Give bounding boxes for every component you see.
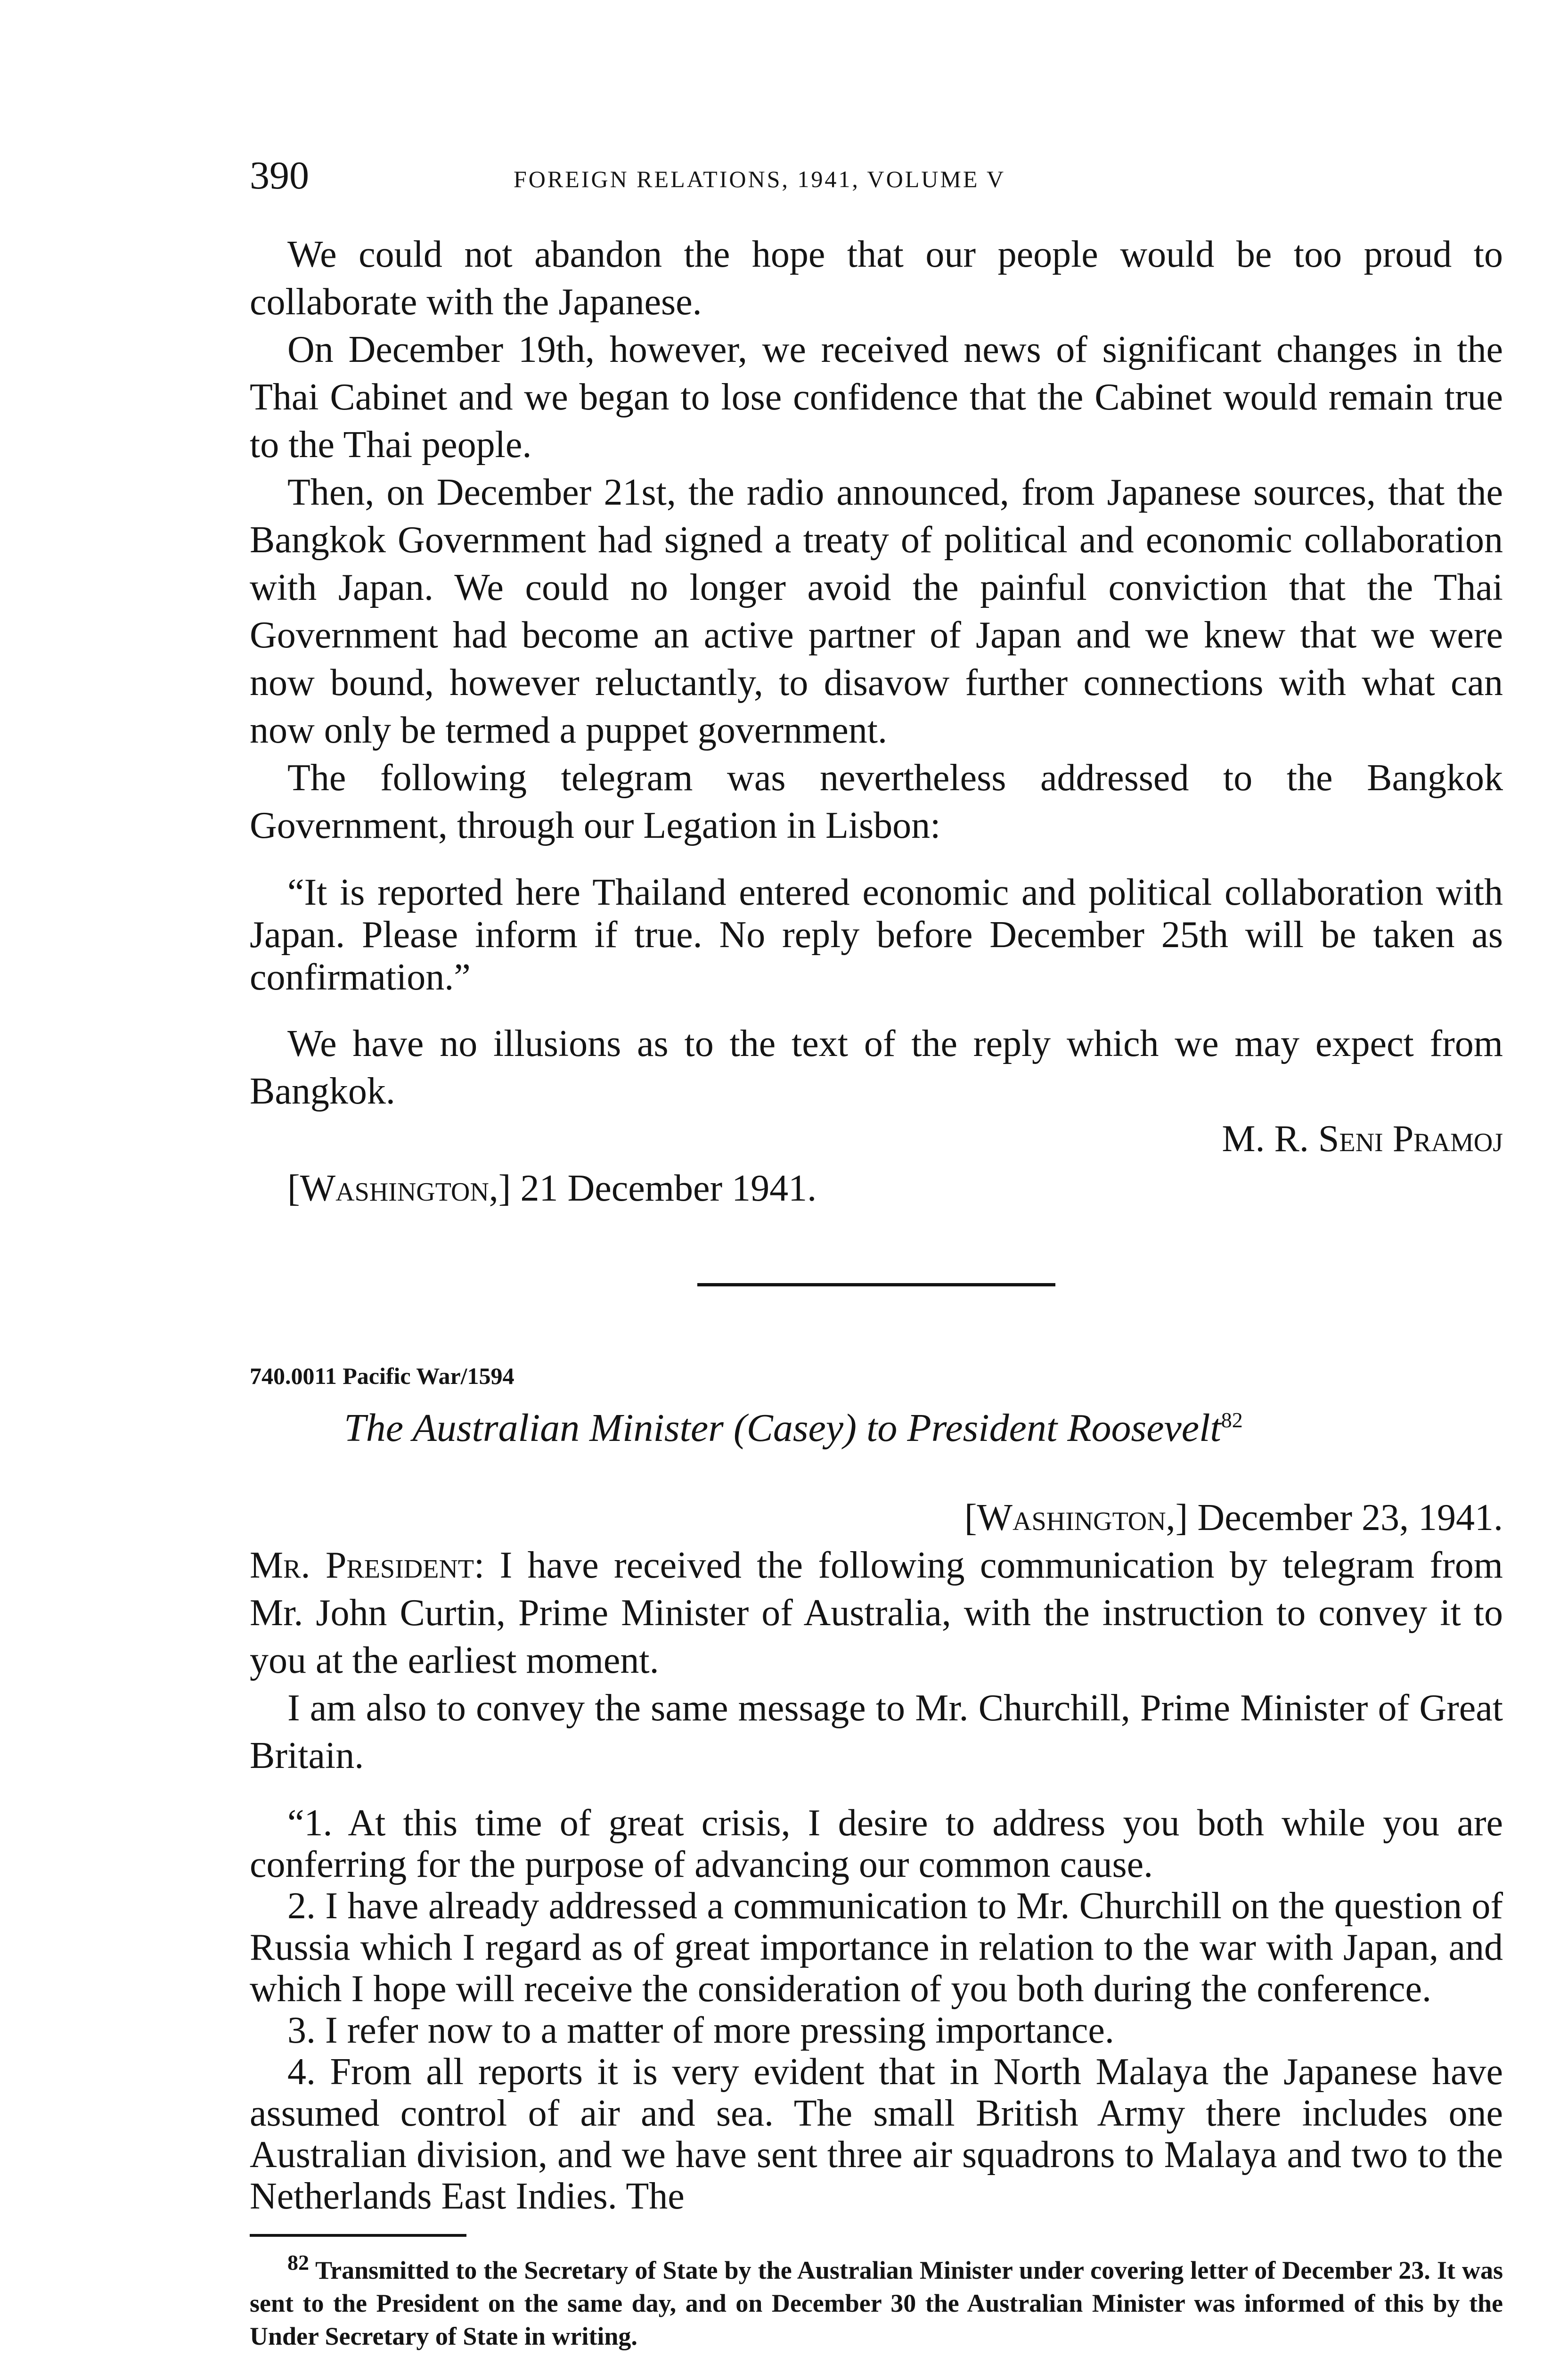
footnote-text: Transmitted to the Secretary of State by the Australian Minister under covering letter of December 23. It was sent to the President on the same day, and on December 30 the Australian Minister was informed of this by the Under Secretary of State in writing. [250,2256,1503,2350]
page-body [250,231,1503,2353]
dateline [250,1494,1503,1542]
message-item: 4. From all reports it is very evident that in North Malaya the Japanese have assumed control of air and sea. The small British Army there includes one Australian division, and we have sent three air squadrons to Malaya and two to the Netherlands East Indies. The [250,2051,1503,2217]
message-item: 2. I have already addressed a communication to Mr. Churchill on the question of Russia which I regard as of great importance in relation to the war with Japan, and which I hope will receive the consideration of you both during the conference. [250,1885,1503,2010]
dateline-place: [Washington,] [287,1168,511,1209]
page-header [250,150,1503,202]
paragraph: I am also to convey the same message to Mr. Churchill, Prime Minister of Great Britain. [250,1687,1503,1776]
paragraph-text: I have received the following communication by telegram from Mr. John Curtin, Prime Minister of Australia, with the instruction to convey it to you at the earliest moment. [250,1545,1503,1681]
footnote-marker: 82 [287,2250,309,2274]
footnote-reference: 82 [1221,1408,1243,1432]
paragraph: We could not abandon the hope that our people would be too proud to collaborate with the Japanese. [250,234,1503,323]
document-title-text: The Australian Minister (Casey) to President Roosevelt [344,1406,1221,1450]
paragraph [250,1542,1503,1685]
dateline-date: 21 December 1941. [520,1168,817,1209]
signature: M. R. Seni Pramoj [1222,1118,1503,1160]
file-number: 740.0011 Pacific War/1594 [250,1363,514,1389]
paragraph: Then, on December 21st, the radio announced, from Japanese sources, that the Bangkok Government had signed a treaty of political and economic collaboration with Japan. We could no longer avoid the painful conviction that the Thai Government had become an active partner of Japan and we knew that we were now bound, however reluctantly, to disavow further connections with what can now only be termed a puppet government. [250,472,1503,751]
message-items [250,1802,1503,2217]
page-number: 390 [250,154,309,197]
dateline-date: December 23, 1941. [1197,1497,1503,1538]
message-item: “1. At this time of great crisis, I desire to address you both while you are conferring for the purpose of advancing our common cause. [250,1802,1503,1885]
footnote-rule [250,2234,466,2237]
message-item: 3. I refer now to a matter of more pressing importance. [287,2010,1114,2051]
running-head: FOREIGN RELATIONS, 1941, VOLUME V [514,166,1006,192]
paragraph: The following telegram was nevertheless addressed to the Bangkok Government, through our Legation in Lisbon: [250,757,1503,846]
paragraph: On December 19th, however, we received news of significant changes in the Thai Cabinet and we began to lose confidence that the Cabinet would remain true to the Thai people. [250,329,1503,466]
footnote [250,2246,1503,2353]
quoted-telegram: “It is reported here Thailand entered economic and political collaboration with Japan. Please inform if true. No reply before December 25th will be taken as confirmation.” [250,872,1503,998]
salutation: Mr. President: [250,1545,485,1586]
dateline [250,1165,1503,1212]
section-divider [697,1283,1055,1286]
dateline-place: [Washington,] [964,1497,1188,1538]
document-title [250,1397,1503,1452]
paragraph: We have no illusions as to the text of the reply which we may expect from Bangkok. [250,1023,1503,1112]
